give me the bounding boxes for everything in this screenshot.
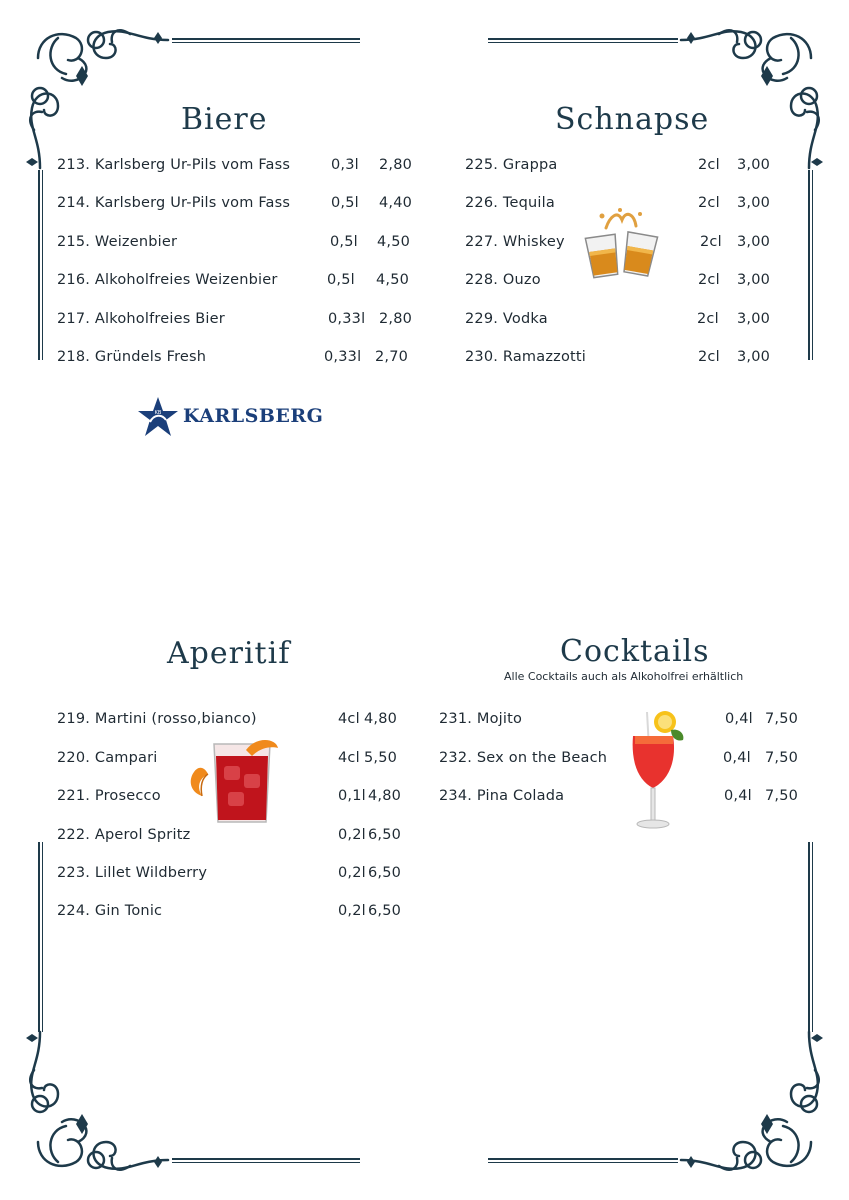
item-name: 221. Prosecco bbox=[57, 788, 161, 804]
item-name: 213. Karlsberg Ur-Pils vom Fass bbox=[57, 157, 291, 173]
item-volume: 0,2l bbox=[338, 903, 366, 919]
cocktails-note: Alle Cocktails auch als Alkoholfrei erhältlich bbox=[504, 670, 744, 683]
list-item bbox=[57, 270, 417, 290]
item-volume: 0,5l bbox=[330, 234, 358, 250]
section-title-schnapse: Schnapse bbox=[555, 102, 710, 137]
list-item bbox=[57, 825, 417, 845]
item-name: 223. Lillet Wildberry bbox=[57, 865, 208, 881]
item-volume: 2cl bbox=[697, 311, 719, 327]
item-price: 7,50 bbox=[765, 711, 799, 727]
list-item bbox=[57, 709, 417, 729]
list-item bbox=[57, 309, 417, 329]
list-item bbox=[465, 309, 775, 329]
cocktail-glass-icon bbox=[627, 708, 689, 832]
whiskey-glasses-icon bbox=[582, 206, 660, 282]
list-item bbox=[57, 155, 417, 175]
item-volume: 0,4l bbox=[724, 788, 752, 804]
frame-left-top-line bbox=[38, 170, 40, 360]
item-name: 222. Aperol Spritz bbox=[57, 827, 191, 843]
item-volume: 4cl bbox=[338, 711, 360, 727]
corner-ornament-bottom-left-icon bbox=[18, 1022, 178, 1182]
item-name: 231. Mojito bbox=[439, 711, 523, 727]
item-volume: 2cl bbox=[698, 195, 720, 211]
frame-right-bottom-line bbox=[808, 842, 810, 1032]
list-item bbox=[439, 748, 804, 768]
item-name: 214. Karlsberg Ur-Pils vom Fass bbox=[57, 195, 291, 211]
item-name: 226. Tequila bbox=[465, 195, 555, 211]
item-volume: 0,5l bbox=[327, 272, 355, 288]
item-price: 3,00 bbox=[737, 157, 771, 173]
item-name: 230. Ramazzotti bbox=[465, 349, 587, 365]
item-name: 219. Martini (rosso,bianco) bbox=[57, 711, 257, 727]
item-price: 2,80 bbox=[379, 157, 413, 173]
item-volume: 0,5l bbox=[331, 195, 359, 211]
item-volume: 0,4l bbox=[725, 711, 753, 727]
negroni-glass-icon bbox=[186, 734, 282, 828]
item-volume: 0,2l bbox=[338, 827, 366, 843]
item-name: 217. Alkoholfreies Bier bbox=[57, 311, 225, 327]
svg-text:KB: KB bbox=[154, 410, 162, 416]
item-volume: 0,33l bbox=[328, 311, 366, 327]
list-item bbox=[57, 901, 417, 921]
item-volume: 4cl bbox=[338, 750, 360, 766]
item-volume: 2cl bbox=[698, 272, 720, 288]
item-volume: 0,4l bbox=[723, 750, 751, 766]
item-name: 225. Grappa bbox=[465, 157, 558, 173]
karlsberg-logo bbox=[136, 396, 324, 438]
frame-top-left-line-2 bbox=[172, 42, 360, 43]
item-volume: 2cl bbox=[698, 157, 720, 173]
corner-ornament-bottom-right-icon bbox=[671, 1022, 831, 1182]
item-price: 7,50 bbox=[765, 750, 799, 766]
list-item bbox=[439, 786, 804, 806]
list-item bbox=[57, 347, 417, 367]
item-volume: 0,1l bbox=[338, 788, 366, 804]
item-name: 232. Sex on the Beach bbox=[439, 750, 608, 766]
list-item bbox=[439, 709, 804, 729]
item-price: 6,50 bbox=[368, 827, 402, 843]
frame-left-bottom-line bbox=[38, 842, 40, 1032]
frame-top-left-line bbox=[172, 38, 360, 40]
karlsberg-star-icon bbox=[136, 396, 180, 440]
list-item bbox=[57, 863, 417, 883]
item-name: 220. Campari bbox=[57, 750, 158, 766]
item-price: 6,50 bbox=[368, 903, 402, 919]
item-price: 3,00 bbox=[737, 311, 771, 327]
frame-top-right-line-2 bbox=[488, 42, 678, 43]
item-name: 227. Whiskey bbox=[465, 234, 565, 250]
list-item bbox=[465, 155, 775, 175]
item-name: 234. Pina Colada bbox=[439, 788, 565, 804]
item-volume: 2cl bbox=[700, 234, 722, 250]
frame-top-right-line bbox=[488, 38, 678, 40]
karlsberg-logo-text: KARLSBERG bbox=[183, 405, 324, 427]
list-item bbox=[57, 193, 417, 213]
item-price: 4,50 bbox=[377, 234, 411, 250]
item-price: 4,80 bbox=[364, 711, 398, 727]
frame-bottom-left-line-2 bbox=[172, 1162, 360, 1163]
item-price: 3,00 bbox=[737, 349, 771, 365]
frame-left-top-line-2 bbox=[42, 170, 43, 360]
frame-left-bottom-line-2 bbox=[42, 842, 43, 1032]
item-price: 7,50 bbox=[765, 788, 799, 804]
frame-bottom-right-line-2 bbox=[488, 1162, 678, 1163]
frame-right-top-line-2 bbox=[812, 170, 813, 360]
item-price: 5,50 bbox=[364, 750, 398, 766]
item-price: 3,00 bbox=[737, 195, 771, 211]
list-item bbox=[465, 347, 775, 367]
item-name: 229. Vodka bbox=[465, 311, 548, 327]
item-price: 6,50 bbox=[368, 865, 402, 881]
section-title-biere: Biere bbox=[181, 102, 268, 137]
item-volume: 0,3l bbox=[331, 157, 359, 173]
item-name: 228. Ouzo bbox=[465, 272, 541, 288]
item-price: 2,80 bbox=[379, 311, 413, 327]
frame-bottom-left-line bbox=[172, 1158, 360, 1160]
frame-bottom-right-line bbox=[488, 1158, 678, 1160]
item-price: 3,00 bbox=[737, 272, 771, 288]
item-volume: 0,33l bbox=[324, 349, 362, 365]
item-name: 224. Gin Tonic bbox=[57, 903, 163, 919]
frame-right-top-line bbox=[808, 170, 810, 360]
item-name: 216. Alkoholfreies Weizenbier bbox=[57, 272, 278, 288]
item-name: 218. Gründels Fresh bbox=[57, 349, 207, 365]
frame-right-bottom-line-2 bbox=[812, 842, 813, 1032]
corner-ornament-top-left-icon bbox=[18, 18, 178, 178]
list-item bbox=[57, 232, 417, 252]
item-price: 4,50 bbox=[376, 272, 410, 288]
section-title-aperitif: Aperitif bbox=[167, 636, 291, 671]
item-volume: 0,2l bbox=[338, 865, 366, 881]
corner-ornament-top-right-icon bbox=[671, 18, 831, 178]
item-price: 3,00 bbox=[737, 234, 771, 250]
item-volume: 2cl bbox=[698, 349, 720, 365]
item-price: 2,70 bbox=[375, 349, 409, 365]
item-price: 4,80 bbox=[368, 788, 402, 804]
section-title-cocktails: Cocktails bbox=[560, 634, 710, 669]
item-price: 4,40 bbox=[379, 195, 413, 211]
item-name: 215. Weizenbier bbox=[57, 234, 178, 250]
